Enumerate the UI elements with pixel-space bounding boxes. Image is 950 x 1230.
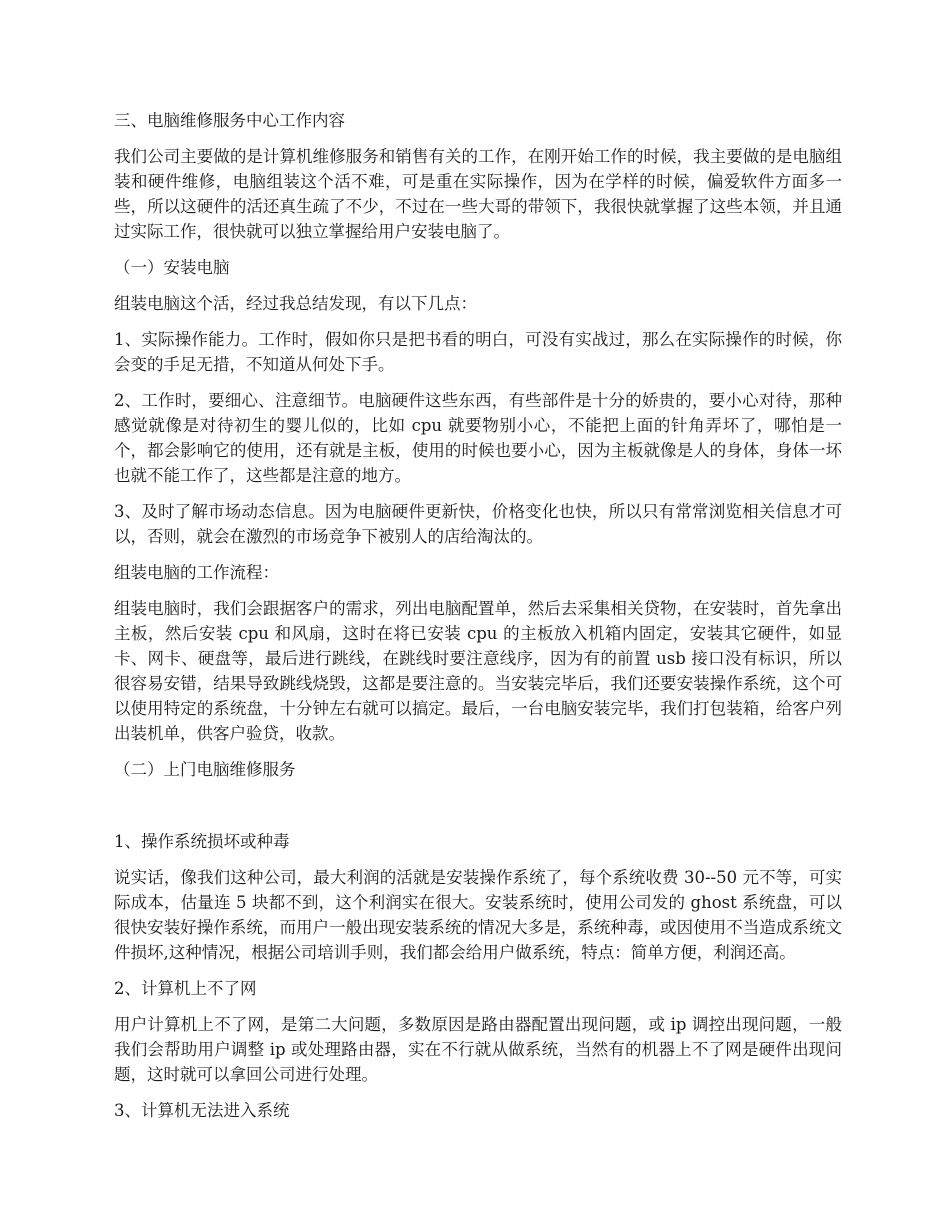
workflow-paragraph: 组装电脑时，我们会跟据客户的需求，列出电脑配置单，然后去采集相关贷物，在安装时，首先拿出主板，然后安装 cpu 和风扇，这时在将已安装 cpu 的主板放入机箱内固定，安装其它硬件，如显卡、网卡、硬盘等，最后进行跳线，在跳线时要注意线序，因为有的前置 usb 接口没有标识，所以很容易安错，结果导致跳线烧毁，这都是要注意的。当安装完毕后，我们还要安装操作系统，这个可以使用特定的系统盘，十分钟左右就可以搞定。最后，一台电脑安装完毕，我们打包装箱，给客户列出装机单，供客户验贷，收款。 <box>114 599 842 743</box>
subsection-heading-onsite: （二）上门电脑维修服务 <box>114 760 296 779</box>
onsite-item-2-heading: 2、计算机上不了网 <box>114 979 257 998</box>
install-summary: 组装电脑这个活，经过我总结发现，有以下几点： <box>114 294 477 313</box>
blank-spacer <box>114 793 842 829</box>
onsite-item-1-heading: 1、操作系统损坏或种毒 <box>114 832 290 851</box>
install-point-2: 2、工作时，要细心、注意细节。电脑硬件这些东西，有些部件是十分的娇贵的，要小心对待，那种感觉就像是对待初生的婴儿似的，比如 cpu 就要物别小心，不能把上面的针角弄坏了，哪怕是一个，都会影响它的使用，还有就是主板，使用的时候也要小心，因为主板就像是人的身体，身体一坏也就不能工作了，这些都是注意的地方。 <box>114 391 842 485</box>
install-point-1: 1、实际操作能力。工作时，假如你只是把书看的明白，可没有实战过，那么在实际操作的时候，你会变的手足无措，不知道从何处下手。 <box>114 330 842 374</box>
subsection-heading-install: （一）安装电脑 <box>114 258 230 277</box>
onsite-item-3-heading: 3、计算机无法进入系统 <box>114 1101 290 1120</box>
section-heading: 三、电脑维修服务中心工作内容 <box>114 111 345 130</box>
document-page <box>114 108 842 1134</box>
onsite-item-2-body: 用户计算机上不了网，是第二大问题，多数原因是路由器配置出现问题，或 ip 调控出现问题，一般我们会帮助用户调整 ip 或处理路由器，实在不行就从做系统，当然有的机器上不了网是硬件出现问题，这时就可以拿回公司进行处理。 <box>114 1015 842 1084</box>
intro-paragraph: 我们公司主要做的是计算机维修服务和销售有关的工作，在刚开始工作的时候，我主要做的是电脑组装和硬件维修，电脑组装这个活不难，可是重在实际操作，因为在学样的时候，偏爱软件方面多一些，所以这硬件的活还真生疏了不少，不过在一些大哥的带领下，我很快就掌握了这些本领，并且通过实际工作，很快就可以独立掌握给用户安装电脑了。 <box>114 147 842 241</box>
install-point-3: 3、及时了解市场动态信息。因为电脑硬件更新快，价格变化也快，所以只有常常浏览相关信息才可以，否则，就会在激烈的市场竞争下被别人的店给淘汰的。 <box>114 502 842 546</box>
workflow-heading: 组装电脑的工作流程： <box>114 563 279 582</box>
onsite-item-1-body: 说实话，像我们这种公司，最大利润的活就是安装操作系统了，每个系统收费 30--50 元不等，可实际成本，估量连 5 块都不到，这个利润实在很大。安装系统时，使用公司发的 ghost 系统盘，可以很快安装好操作系统，而用户一般出现安装系统的情况大多是，系统种毒，或因使用不当造成系统文件损坏,这种情况，根据公司培训手则，我们都会给用户做系统，特点：简单方便，利润还高。 <box>114 868 842 962</box>
